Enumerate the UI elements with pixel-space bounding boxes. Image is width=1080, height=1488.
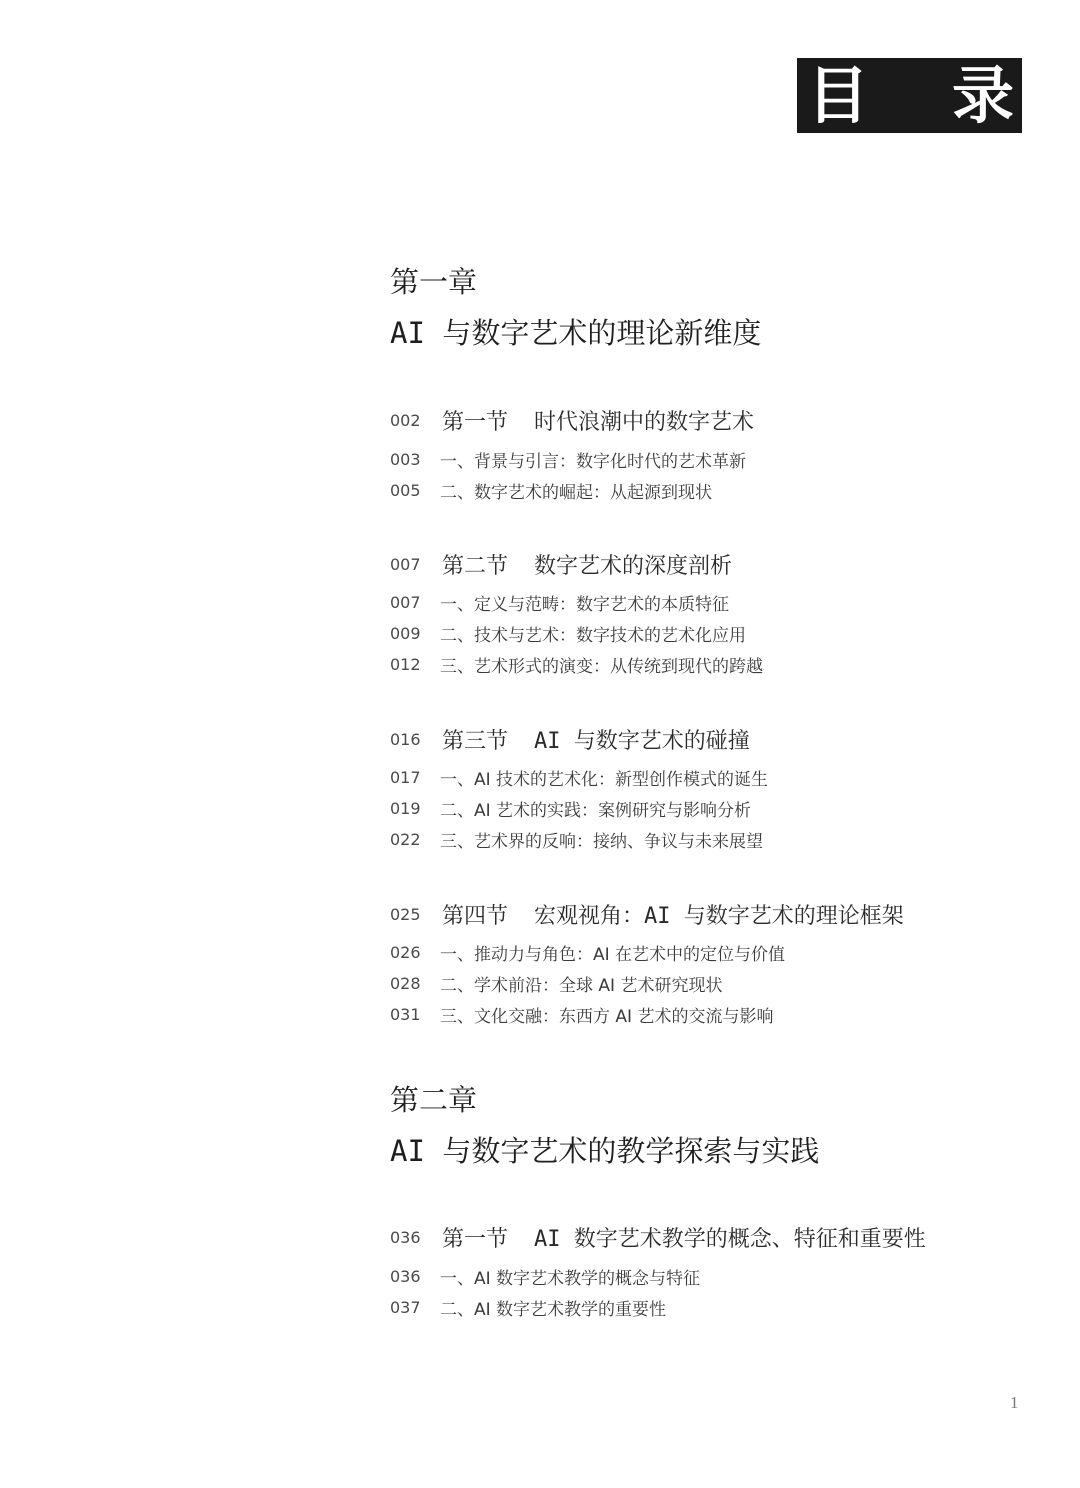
toc-entry[interactable]	[390, 970, 722, 996]
entry-page-number: 005	[390, 480, 421, 500]
entry-title: 三、文化交融：东西方 AI 艺术的交流与影响	[440, 1006, 774, 1027]
section-title: 数字艺术的深度剖析	[534, 553, 733, 579]
entry-page-number: 017	[390, 767, 421, 787]
entry-page-number: 003	[390, 449, 421, 469]
toc-entry[interactable]	[390, 651, 763, 677]
toc-entry[interactable]	[390, 1294, 666, 1320]
toc-title-char-2: 录	[951, 59, 1014, 132]
entry-title: 三、艺术界的反响：接纳、争议与未来展望	[440, 831, 763, 852]
entry-title: 一、背景与引言：数字化时代的艺术革新	[440, 451, 746, 472]
chapter-label: 第二章	[390, 1083, 478, 1117]
section-heading[interactable]	[390, 724, 750, 754]
section-page-number: 007	[390, 554, 421, 574]
section-name: 第一节	[442, 1226, 509, 1252]
section-name: 第一节	[442, 409, 509, 435]
entry-title: 三、艺术形式的演变：从传统到现代的跨越	[440, 656, 763, 677]
entry-page-number: 022	[390, 829, 421, 849]
toc-title-char-1: 目	[807, 59, 870, 132]
section-page-number: 025	[390, 904, 421, 924]
toc-entry[interactable]	[390, 446, 746, 472]
entry-page-number: 031	[390, 1004, 421, 1024]
entry-title: 二、AI 数字艺术教学的重要性	[440, 1299, 667, 1320]
entry-title: 一、AI 数字艺术教学的概念与特征	[440, 1268, 701, 1289]
section-title: AI 与数字艺术的碰撞	[534, 728, 750, 754]
entry-page-number: 019	[390, 798, 421, 818]
section-title: AI 数字艺术教学的概念、特征和重要性	[534, 1226, 926, 1252]
entry-title: 二、AI 艺术的实践：案例研究与影响分析	[440, 800, 752, 821]
toc-entry[interactable]	[390, 1001, 773, 1027]
toc-entry[interactable]	[390, 1263, 700, 1289]
entry-title: 二、数字艺术的崛起：从起源到现状	[440, 482, 712, 503]
entry-title: 二、技术与艺术：数字技术的艺术化应用	[440, 625, 746, 646]
section-page-number: 016	[390, 729, 421, 749]
toc-entry[interactable]	[390, 764, 768, 790]
section-name: 第二节	[442, 553, 509, 579]
toc-entry[interactable]	[390, 939, 785, 965]
section-title: 宏观视角：AI 与数字艺术的理论框架	[534, 903, 904, 929]
entry-page-number: 037	[390, 1297, 421, 1317]
entry-page-number: 009	[390, 623, 421, 643]
entry-page-number: 026	[390, 942, 421, 962]
toc-entry[interactable]	[390, 589, 729, 615]
chapter-title: AI 与数字艺术的理论新维度	[390, 316, 762, 350]
entry-title: 二、学术前沿：全球 AI 艺术研究现状	[440, 975, 723, 996]
chapter-label: 第一章	[390, 265, 478, 299]
toc-entry[interactable]	[390, 620, 746, 646]
chapter-title: AI 与数字艺术的教学探索与实践	[390, 1134, 820, 1168]
section-page-number: 036	[390, 1227, 421, 1247]
entry-page-number: 028	[390, 973, 421, 993]
toc-entry[interactable]	[390, 795, 751, 821]
entry-page-number: 036	[390, 1266, 421, 1286]
entry-title: 一、AI 技术的艺术化：新型创作模式的诞生	[440, 769, 769, 790]
section-name: 第四节	[442, 903, 509, 929]
section-page-number: 002	[390, 410, 421, 430]
section-title: 时代浪潮中的数字艺术	[534, 409, 755, 435]
toc-entry[interactable]	[390, 826, 763, 852]
section-name: 第三节	[442, 728, 509, 754]
page-number: 1	[1010, 1393, 1019, 1412]
entry-page-number: 007	[390, 592, 421, 612]
section-heading[interactable]	[390, 549, 732, 579]
entry-page-number: 012	[390, 654, 421, 674]
section-heading[interactable]	[390, 899, 904, 929]
toc-entry[interactable]	[390, 477, 712, 503]
entry-title: 一、推动力与角色：AI 在艺术中的定位与价值	[440, 944, 786, 965]
toc-title-block	[797, 58, 1022, 133]
section-heading[interactable]	[390, 405, 754, 435]
entry-title: 一、定义与范畴：数字艺术的本质特征	[440, 594, 729, 615]
section-heading[interactable]	[390, 1222, 926, 1252]
